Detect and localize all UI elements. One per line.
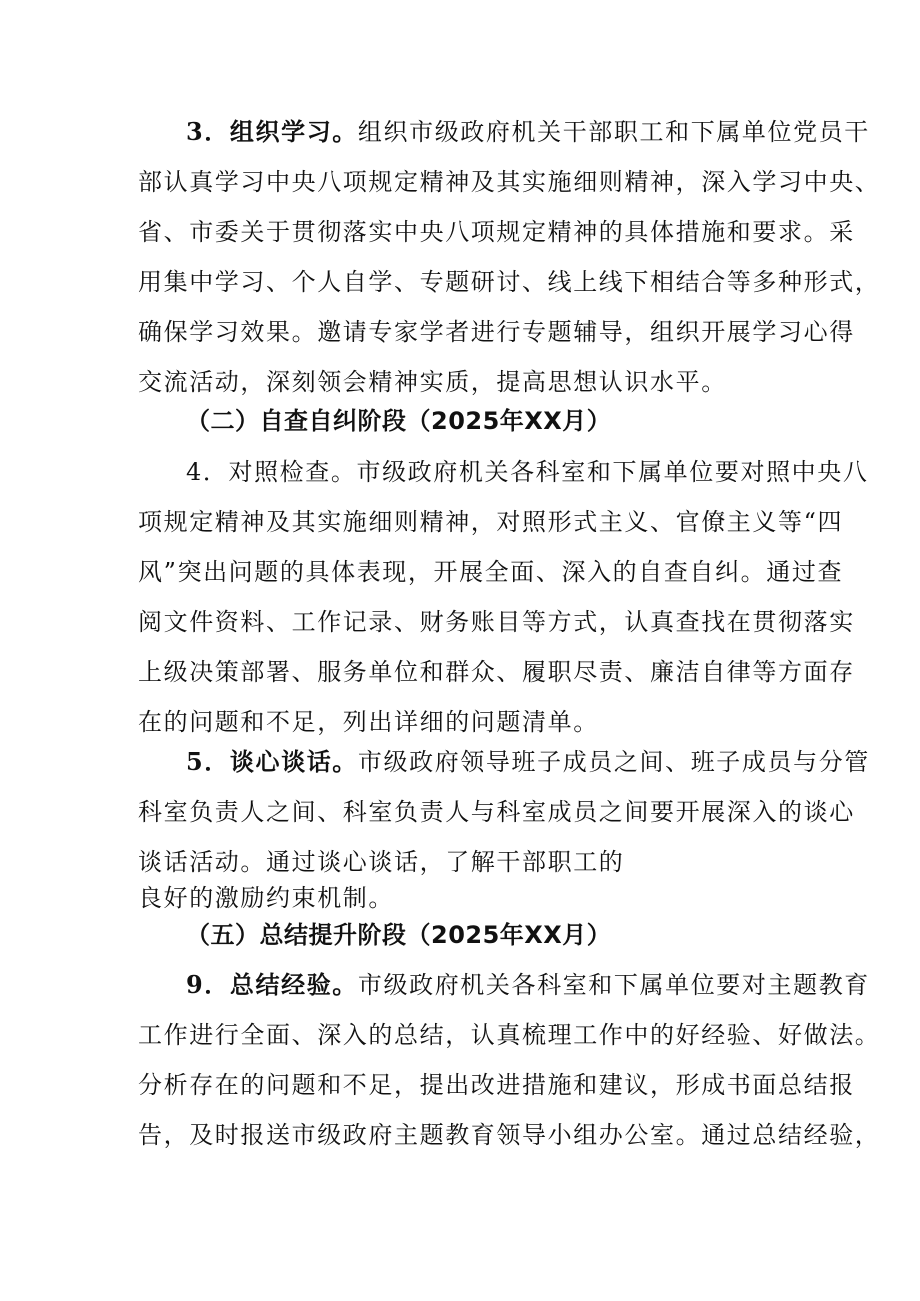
paragraph-5-lead: 5．谈心谈话。 — [186, 747, 358, 776]
paragraph-4-line-1: 4．对照检查。市级政府机关各科室和下属单位要对照中央八 — [186, 458, 869, 486]
paragraph-3-line-4: 用集中学习、个人自学、专题研讨、线上线下相结合等多种形式， — [138, 268, 881, 296]
paragraph-3-lead: 3．组织学习。 — [186, 117, 358, 146]
paragraph-3-text: 组织市级政府机关干部职工和下属单位党员干 — [357, 118, 870, 146]
paragraph-4-line-5: 上级决策部署、服务单位和群众、履职尽责、廉洁自律等方面存 — [138, 658, 855, 686]
paragraph-3-line-5: 确保学习效果。邀请专家学者进行专题辅导，组织开展学习心得 — [138, 318, 855, 346]
paragraph-5-line-2: 科室负责人之间、科室负责人与科室成员之间要开展深入的谈心 — [138, 798, 855, 826]
paragraph-9-text: 市级政府机关各科室和下属单位要对主题教育 — [357, 971, 870, 999]
paragraph-9-line-4: 告，及时报送市级政府主题教育领导小组办公室。通过总结经验， — [138, 1121, 881, 1149]
paragraph-5-line-4: 良好的激励约束机制。 — [138, 884, 394, 912]
paragraph-3-line-3: 省、市委关于贯彻落实中央八项规定精神的具体措施和要求。采 — [138, 218, 855, 246]
paragraph-4-line-3: 风”突出问题的具体表现，开展全面、深入的自查自纠。通过查 — [138, 558, 844, 586]
paragraph-9-line-1 — [186, 960, 870, 1010]
paragraph-4-line-2: 项规定精神及其实施细则精神，对照形式主义、官僚主义等“四 — [138, 508, 844, 536]
paragraph-5-line-3: 谈话活动。通过谈心谈话，了解干部职工的 — [138, 848, 625, 876]
paragraph-9-line-3: 分析存在的问题和不足，提出改进措施和建议，形成书面总结报 — [138, 1071, 855, 1099]
paragraph-5-text: 市级政府领导班子成员之间、班子成员与分管 — [357, 748, 870, 776]
paragraph-4-line-6: 在的问题和不足，列出详细的问题清单。 — [138, 708, 599, 736]
section-heading-5: （五）总结提升阶段（2025年XX月） — [186, 921, 612, 949]
paragraph-4-line-4: 阅文件资料、工作记录、财务账目等方式，认真查找在贯彻落实 — [138, 608, 855, 636]
paragraph-9-line-2: 工作进行全面、深入的总结，认真梳理工作中的好经验、好做法。 — [138, 1021, 881, 1049]
paragraph-3-line-1 — [186, 107, 870, 157]
paragraph-3-line-6: 交流活动，深刻领会精神实质，提高思想认识水平。 — [138, 368, 727, 396]
section-heading-2: （二）自查自纠阶段（2025年XX月） — [186, 407, 612, 435]
paragraph-9-lead: 9．总结经验。 — [186, 970, 358, 999]
paragraph-3-line-2: 部认真学习中央八项规定精神及其实施细则精神，深入学习中央、 — [138, 168, 881, 196]
paragraph-5-line-1 — [186, 737, 870, 787]
